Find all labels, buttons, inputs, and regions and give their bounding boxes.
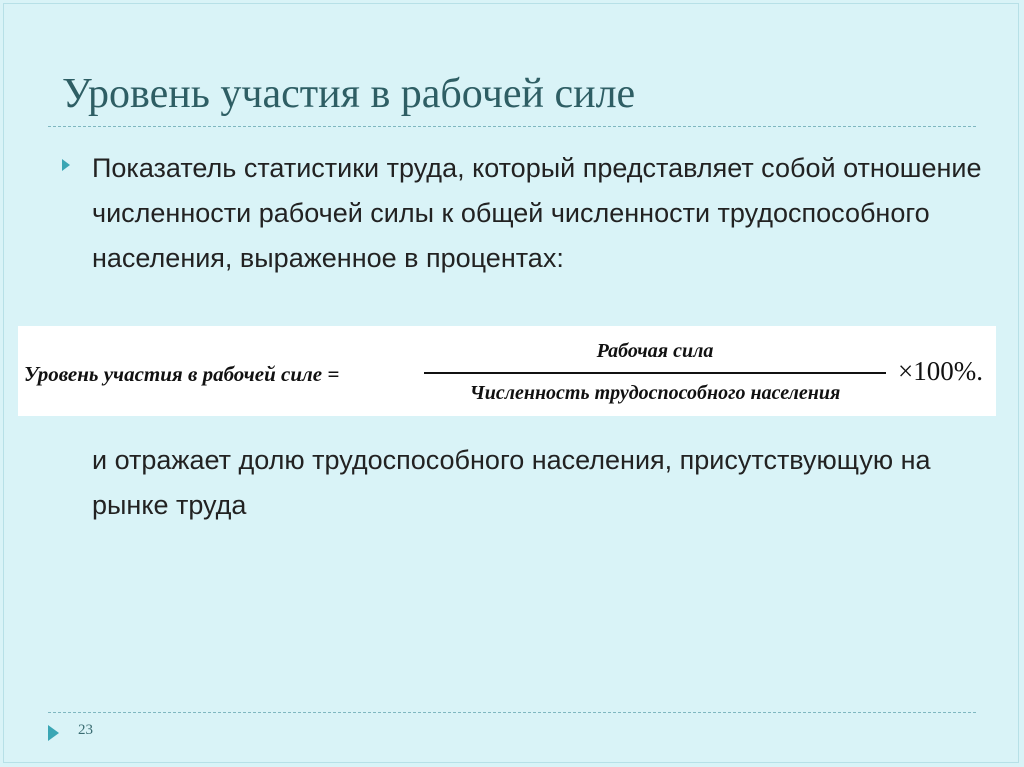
continuation-text: и отражает долю трудоспособного населения, присутствующую на рынке труда <box>92 445 931 520</box>
formula-denominator: Численность трудоспособного населения <box>469 382 841 404</box>
page-number: 23 <box>78 722 93 738</box>
bullet-arrow-icon <box>62 159 70 171</box>
title-divider <box>48 126 976 127</box>
formula-multiplier: ×100%. <box>898 356 983 386</box>
slide-title: Уровень участия в рабочей силе <box>62 71 636 117</box>
footer-divider <box>48 712 976 713</box>
formula-image <box>18 326 996 416</box>
formula-numerator: Рабочая сила <box>596 340 714 362</box>
fraction-line <box>424 372 886 374</box>
formula-lhs: Уровень участия в рабочей силе = <box>24 362 340 386</box>
footer-arrow-icon <box>48 725 59 741</box>
bullet-text: Показатель статистики труда, который представляет собой отношение численности рабочей силы к общей численности трудоспособного населения, выраженное в процентах: <box>92 153 982 273</box>
